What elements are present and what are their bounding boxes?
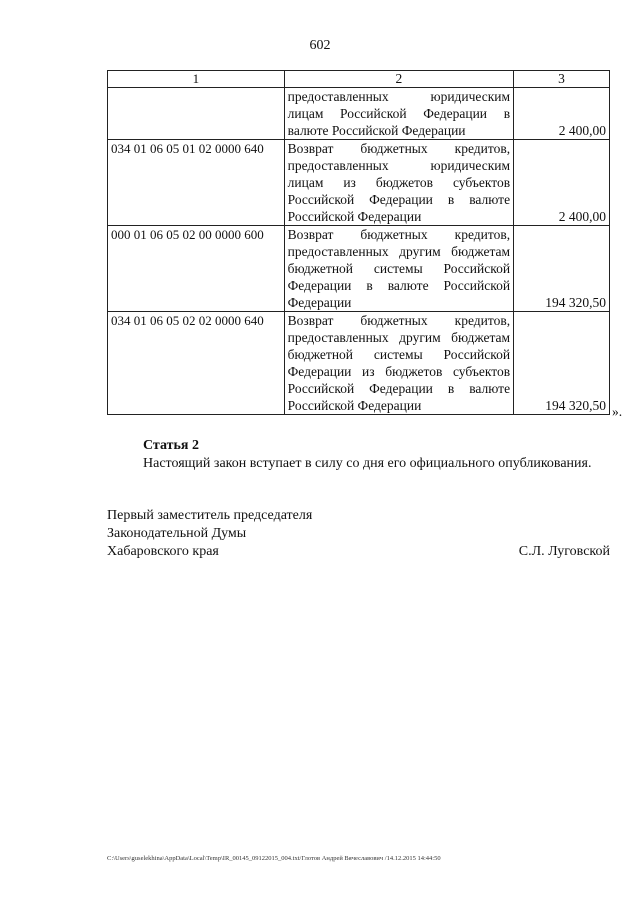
budget-code-cell [108, 88, 285, 140]
signatory-name: С.Л. Луговской [518, 544, 610, 559]
closing-quote: ». [612, 404, 623, 419]
item-name-line: валюте Российской Федерации [287, 123, 466, 138]
amount-cell: 2 400,00 [514, 88, 610, 140]
item-name-line: Возврат бюджетных кредитов, [287, 227, 511, 242]
amount-cell: 194 320,50 [514, 226, 610, 312]
amount-cell: 194 320,50 [514, 312, 610, 415]
item-name-line: Федерации из бюджетов субъектов [287, 364, 511, 379]
table-row [108, 140, 610, 226]
item-name-line: Федерации [287, 295, 352, 310]
signature-position-line-1: Первый заместитель председателя [107, 508, 313, 523]
item-name-cell [284, 140, 513, 226]
article-title: Статья 2 [143, 438, 199, 453]
item-name-line: лицам Российской Федерации в [287, 106, 511, 121]
item-name-line: Российской Федерации в валюте [287, 192, 511, 207]
column-header-3: 3 [514, 71, 610, 88]
item-name-line: Российской Федерации [287, 209, 422, 224]
column-header-2: 2 [284, 71, 513, 88]
table-body [108, 88, 610, 415]
budget-code-cell: 034 01 06 05 01 02 0000 640 [108, 140, 285, 226]
signature-position-line-2: Законодательной Думы [107, 526, 247, 541]
item-name-line: Российской Федерации [287, 398, 422, 413]
item-name-line: предоставленных юридическим [287, 89, 511, 104]
signature-block [107, 507, 610, 561]
article-section [143, 437, 592, 473]
item-name-line: Возврат бюджетных кредитов, [287, 141, 511, 156]
item-name-cell [284, 312, 513, 415]
item-name-cell [284, 226, 513, 312]
item-name-line: бюджетной системы Российской [287, 261, 511, 276]
item-name-cell [284, 88, 513, 140]
item-name-line: Российской Федерации в валюте [287, 381, 511, 396]
table-row [108, 88, 610, 140]
budget-table [107, 70, 610, 415]
budget-code-cell: 000 01 06 05 02 00 0000 600 [108, 226, 285, 312]
file-path-footer: C:\Users\guselekhina\AppData\Local\Temp\IR_00145_09122015_004.txt/Глотов Андрей Вячеславович /14.12.2015 14:44:50 [107, 855, 441, 862]
table-row [108, 312, 610, 415]
item-name-line: предоставленных другим бюджетам [287, 330, 511, 345]
amount-cell: 2 400,00 [514, 140, 610, 226]
item-name-line: предоставленных юридическим [287, 158, 511, 173]
signature-final-line [107, 543, 610, 561]
item-name-line: Возврат бюджетных кредитов, [287, 313, 511, 328]
item-name-line: предоставленных другим бюджетам [287, 244, 511, 259]
item-name-line: бюджетной системы Российской [287, 347, 511, 362]
article-text: Настоящий закон вступает в силу со дня его официального опубликования. [143, 456, 592, 471]
item-name-line: Федерации в валюте Российской [287, 278, 511, 293]
table-header-row [108, 71, 610, 88]
column-header-1: 1 [108, 71, 285, 88]
page-number: 602 [309, 38, 331, 53]
budget-code-cell: 034 01 06 05 02 02 0000 640 [108, 312, 285, 415]
signature-position-line-3: Хабаровского края [107, 544, 219, 559]
item-name-line: лицам из бюджетов субъектов [287, 175, 511, 190]
table-row [108, 226, 610, 312]
